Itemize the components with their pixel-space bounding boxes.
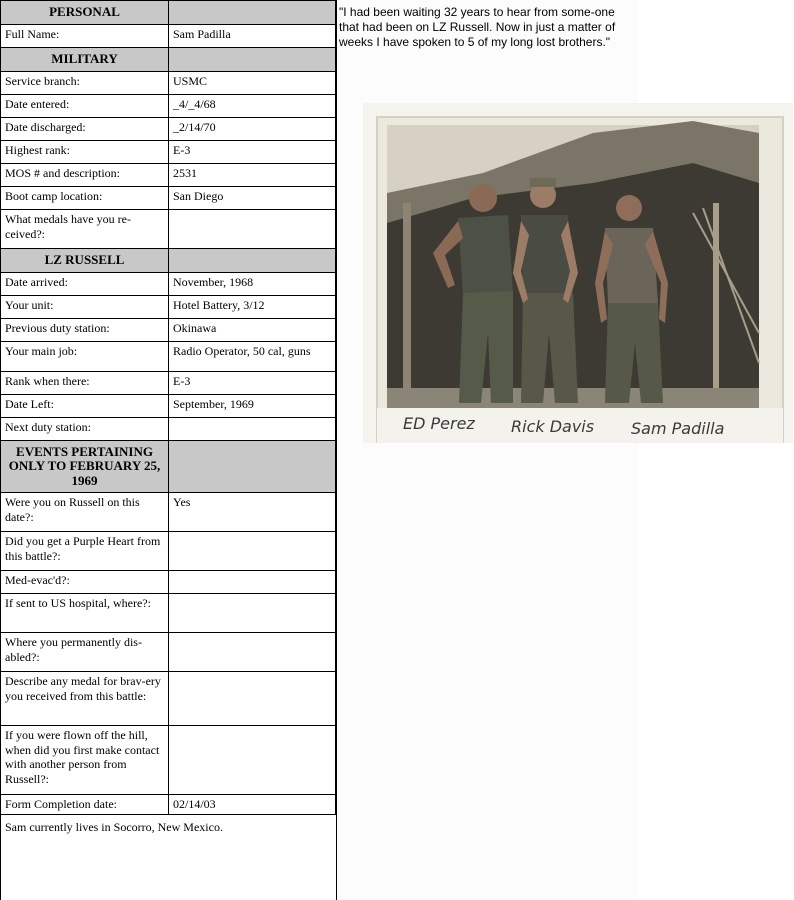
form-footer-note: Sam currently lives in Socorro, New Mexico. [0,814,335,900]
section-header-personal: PERSONAL [1,1,169,25]
field-value: Radio Operator, 50 cal, guns [169,342,336,372]
field-value: 02/14/03 [169,795,336,815]
field-label: Your main job: [1,342,169,372]
field-label: Med-evac'd?: [1,571,169,594]
field-value: Hotel Battery, 3/12 [169,296,336,319]
field-label: If sent to US hospital, where?: [1,594,169,633]
field-label: Next duty station: [1,418,169,441]
tent-pole [403,203,411,403]
field-value: 2531 [169,164,336,187]
form-table [0,0,336,815]
section-header-military: MILITARY [1,48,169,72]
field-value: _4/_4/68 [169,95,336,118]
field-label: Previous duty station: [1,319,169,342]
field-value [169,210,336,249]
field-value [169,532,336,571]
field-value: USMC [169,72,336,95]
field-label: Did you get a Purple Heart from this battle?: [1,532,169,571]
caption-name-1: ED Perez [403,414,475,433]
field-label: Highest rank: [1,141,169,164]
field-value [169,571,336,594]
group-photo [363,103,793,443]
field-value: Sam Padilla [169,25,336,48]
field-value: San Diego [169,187,336,210]
field-label: Describe any medal for brav-ery you received from this battle: [1,672,169,726]
section-header-events: EVENTS PERTAINING ONLY TO FEBRUARY 25, 1969 [1,441,169,493]
field-label: If you were flown off the hill, when did you first make contact with another person from Russell?: [1,726,169,795]
field-label: Boot camp location: [1,187,169,210]
field-label: Date entered: [1,95,169,118]
field-label: Date arrived: [1,273,169,296]
field-value [169,726,336,795]
field-label: Where you permanently dis-abled?: [1,633,169,672]
caption-name-2: Rick Davis [511,417,595,436]
field-label: Form Completion date: [1,795,169,815]
testimonial-quote: "I had been waiting 32 years to hear from some-one that had been on LZ Russell. Now in just a matter of weeks I have spoken to 5 of my long lost brothers." [339,5,616,49]
field-label: Your unit: [1,296,169,319]
field-value [169,633,336,672]
tent-pole-right [713,203,719,403]
field-label: Rank when there: [1,372,169,395]
field-value: November, 1968 [169,273,336,296]
field-label: MOS # and description: [1,164,169,187]
field-value: September, 1969 [169,395,336,418]
field-value: _2/14/70 [169,118,336,141]
field-label: Service branch: [1,72,169,95]
caption-name-3: Sam Padilla [631,419,725,438]
field-label: Were you on Russell on this date?: [1,493,169,532]
field-value [169,594,336,633]
field-label: Date discharged: [1,118,169,141]
field-label: Date Left: [1,395,169,418]
questionnaire-form [0,0,337,900]
field-value: E-3 [169,372,336,395]
field-value: E-3 [169,141,336,164]
field-label: Full Name: [1,25,169,48]
photo-drawing [363,103,793,443]
field-value: Yes [169,493,336,532]
field-value: Okinawa [169,319,336,342]
section-header-lz-russell: LZ RUSSELL [1,249,169,273]
field-label: What medals have you re-ceived?: [1,210,169,249]
field-value [169,672,336,726]
field-value [169,418,336,441]
